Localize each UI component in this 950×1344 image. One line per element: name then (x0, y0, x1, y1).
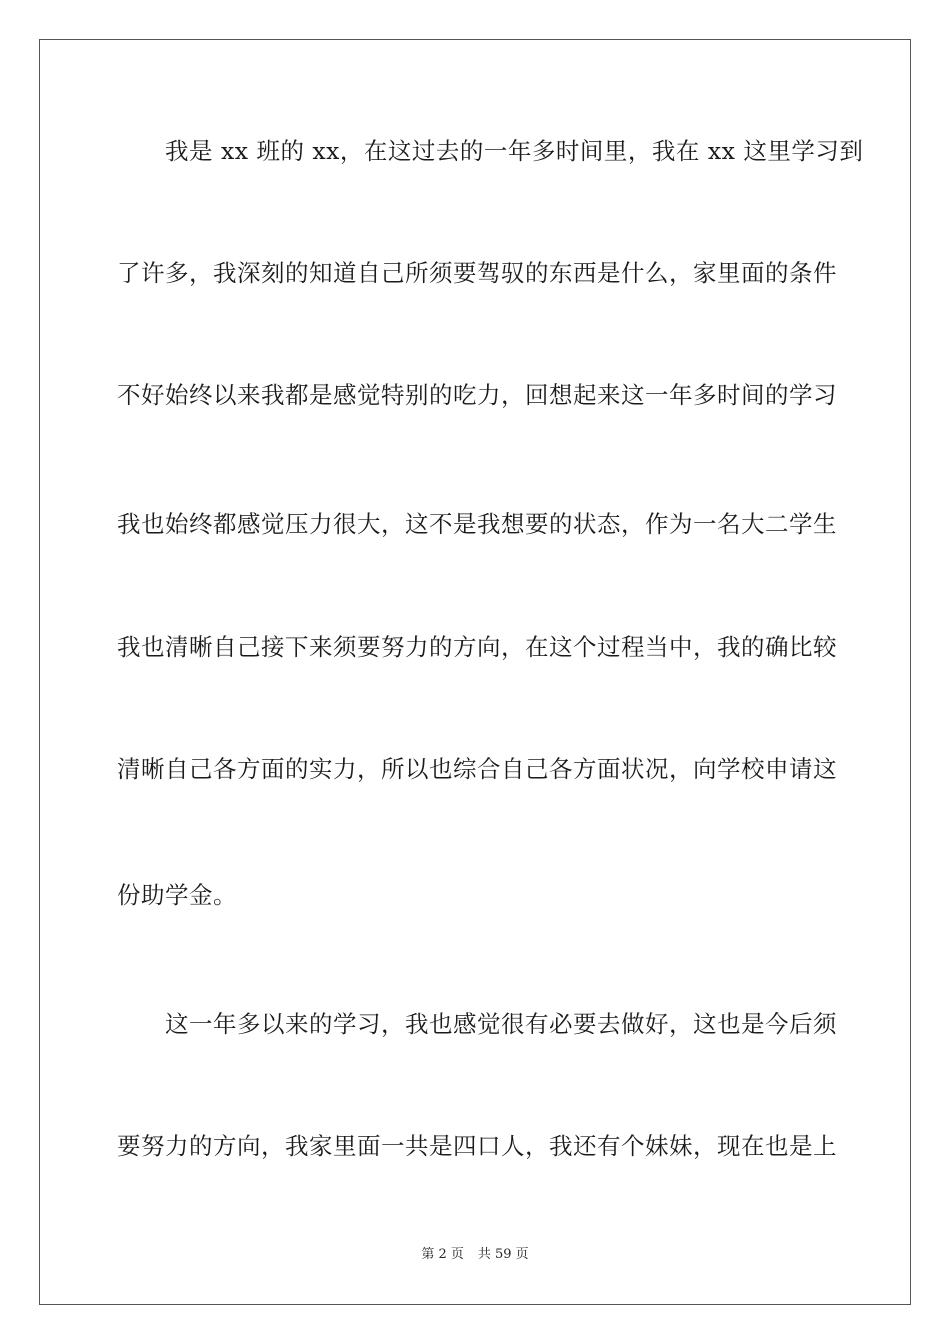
paragraph-2-line-2: 要努力的方向，我家里面一共是四口人，我还有个妹妹，现在也是上 (117, 1132, 837, 1160)
paragraph-2-line-1: 这一年多以来的学习，我也感觉很有必要去做好，这也是今后须 (165, 1010, 837, 1038)
paragraph-1-line-6: 清晰自己各方面的实力，所以也综合自己各方面状况，向学校申请这 (117, 755, 837, 783)
paragraph-1-line-5: 我也清晰自己接下来须要努力的方向，在这个过程当中，我的确比较 (117, 633, 837, 661)
paragraph-1-line-7: 份助学金。 (117, 881, 237, 909)
page-footer (0, 1246, 950, 1264)
paragraph-1-line-4: 我也始终都感觉压力很大，这不是我想要的状态，作为一名大二学生 (117, 510, 837, 538)
paragraph-1-line-3: 不好始终以来我都是感觉特别的吃力，回想起来这一年多时间的学习 (117, 381, 837, 409)
paragraph-1-line-2: 了许多，我深刻的知道自己所须要驾驭的东西是什么，家里面的条件 (117, 259, 837, 287)
page-border (39, 39, 911, 1305)
page-total: 共 59 页 (477, 1247, 529, 1262)
page-number: 第 2 页 (421, 1247, 464, 1262)
paragraph-1-line-1: 我是 xx 班的 xx，在这过去的一年多时间里，我在 xx 这里学习到 (165, 137, 864, 165)
